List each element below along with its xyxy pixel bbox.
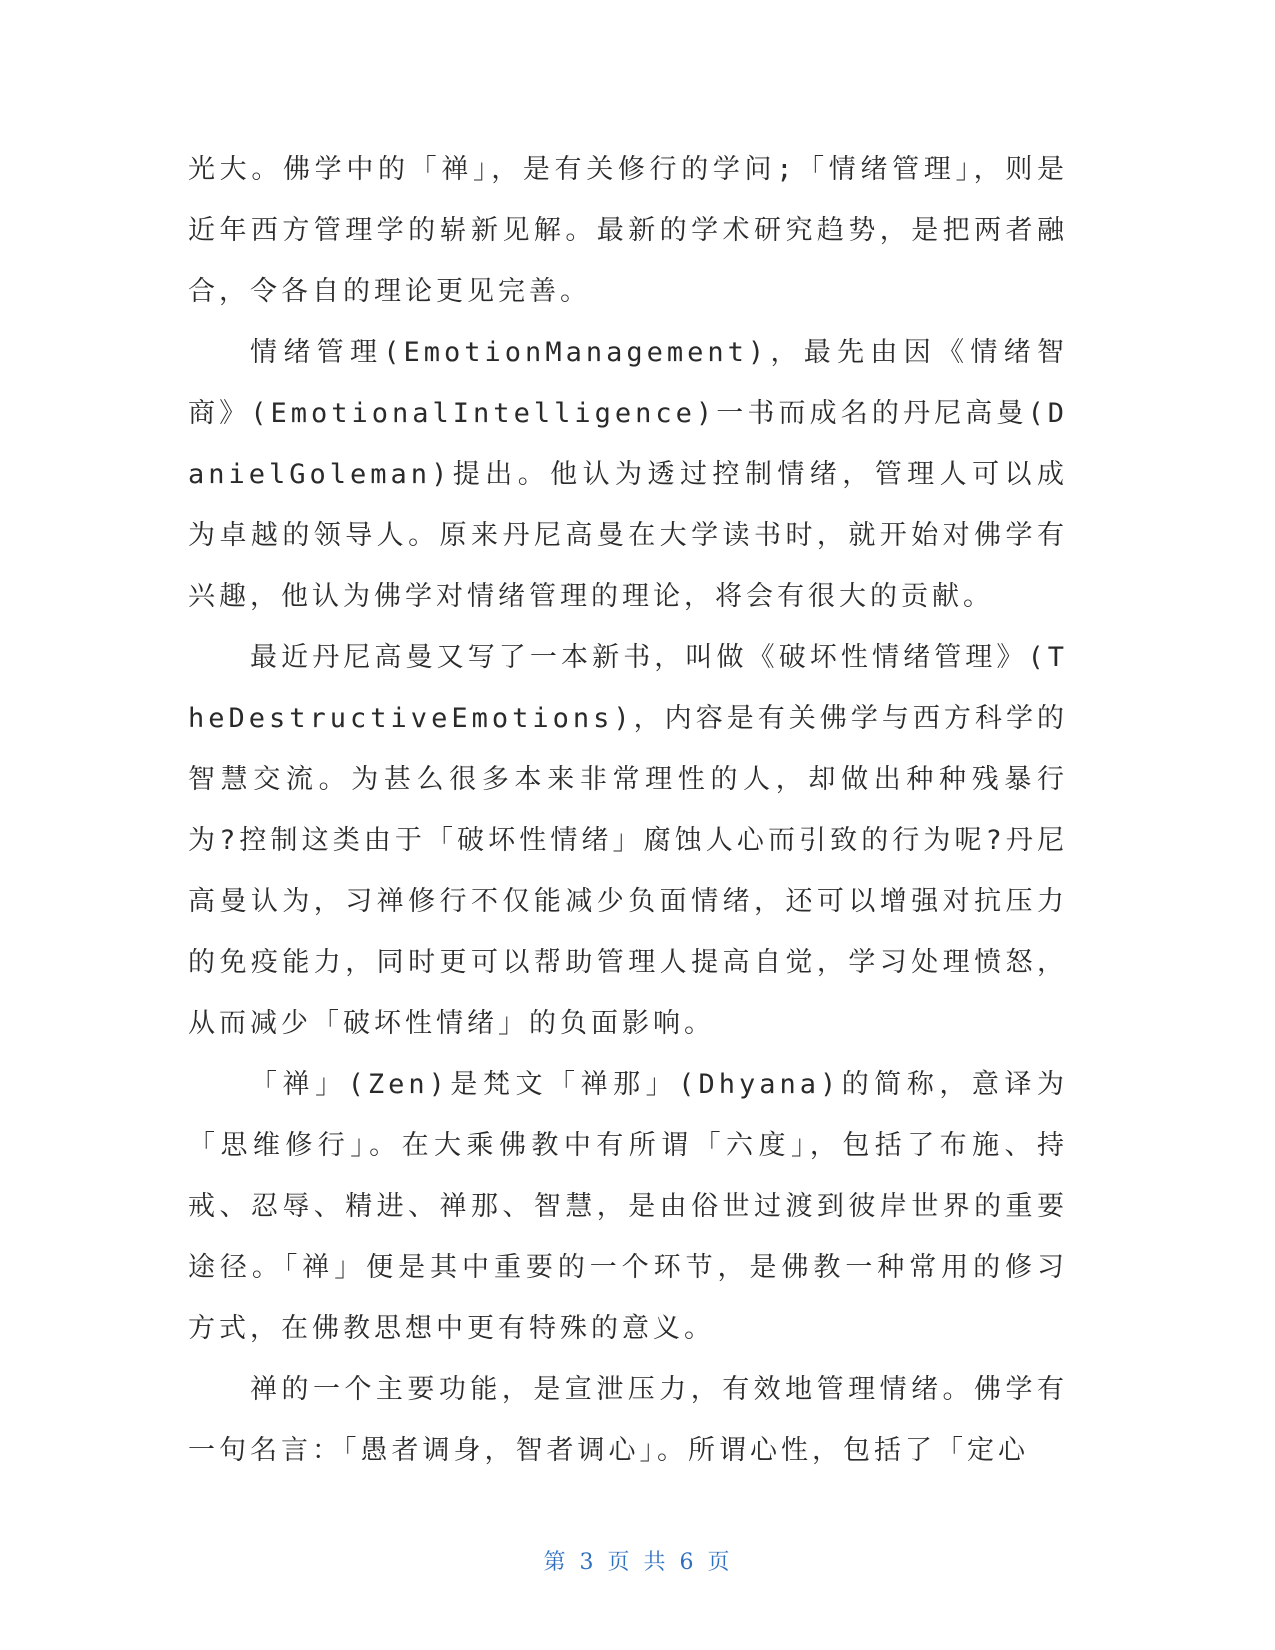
footer-total-pages: 6 xyxy=(679,1550,696,1575)
footer-page-unit: 页 xyxy=(607,1550,632,1575)
page-footer xyxy=(0,1545,1275,1576)
footer-total-prefix: 共 xyxy=(643,1550,668,1575)
paragraph-1: 光大。佛学中的「禅」，是有关修行的学问;「情绪管理」，则是近年西方管理学的崭新见解。最新的学术研究趋势，是把两者融合，令各自的理论更见完善。 xyxy=(188,154,1068,307)
document-body xyxy=(188,139,1068,1481)
footer-page-number: 3 xyxy=(579,1550,596,1575)
footer-prefix: 第 xyxy=(543,1550,568,1575)
paragraph-4: 「禅」(Zen)是梵文「禅那」(Dhyana)的简称，意译为「思维修行」。在大乘佛教中有所谓「六度」，包括了布施、持戒、忍辱、精进、禅那、智慧，是由俗世过渡到彼岸世界的重要途径。「禅」便是其中重要的一个环节，是佛教一种常用的修习方式，在佛教思想中更有特殊的意义。 xyxy=(188,1069,1068,1344)
paragraph-2: 情绪管理(EmotionManagement)，最先由因《情绪智商》(EmotionalIntelligence)一书而成名的丹尼高曼(DanielGoleman)提出。他认为透过控制情绪，管理人可以成为卓越的领导人。原来丹尼高曼在大学读书时，就开始对佛学有兴趣，他认为佛学对情绪管理的理论，将会有很大的贡献。 xyxy=(188,337,1068,612)
paragraph-3: 最近丹尼高曼又写了一本新书，叫做《破坏性情绪管理》(TheDestructiveEmotions)，内容是有关佛学与西方科学的智慧交流。为甚么很多本来非常理性的人，却做出种种残暴行为?控制这类由于「破坏性情绪」腐蚀人心而引致的行为呢?丹尼高曼认为，习禅修行不仅能减少负面情绪，还可以增强对抗压力的免疫能力，同时更可以帮助管理人提高自觉，学习处理愤怒，从而减少「破坏性情绪」的负面影响。 xyxy=(188,642,1068,1039)
paragraph-5: 禅的一个主要功能，是宣泄压力，有效地管理情绪。佛学有一句名言：「愚者调身，智者调心」。所谓心性，包括了「定心 xyxy=(188,1374,1068,1466)
footer-total-unit: 页 xyxy=(707,1550,732,1575)
